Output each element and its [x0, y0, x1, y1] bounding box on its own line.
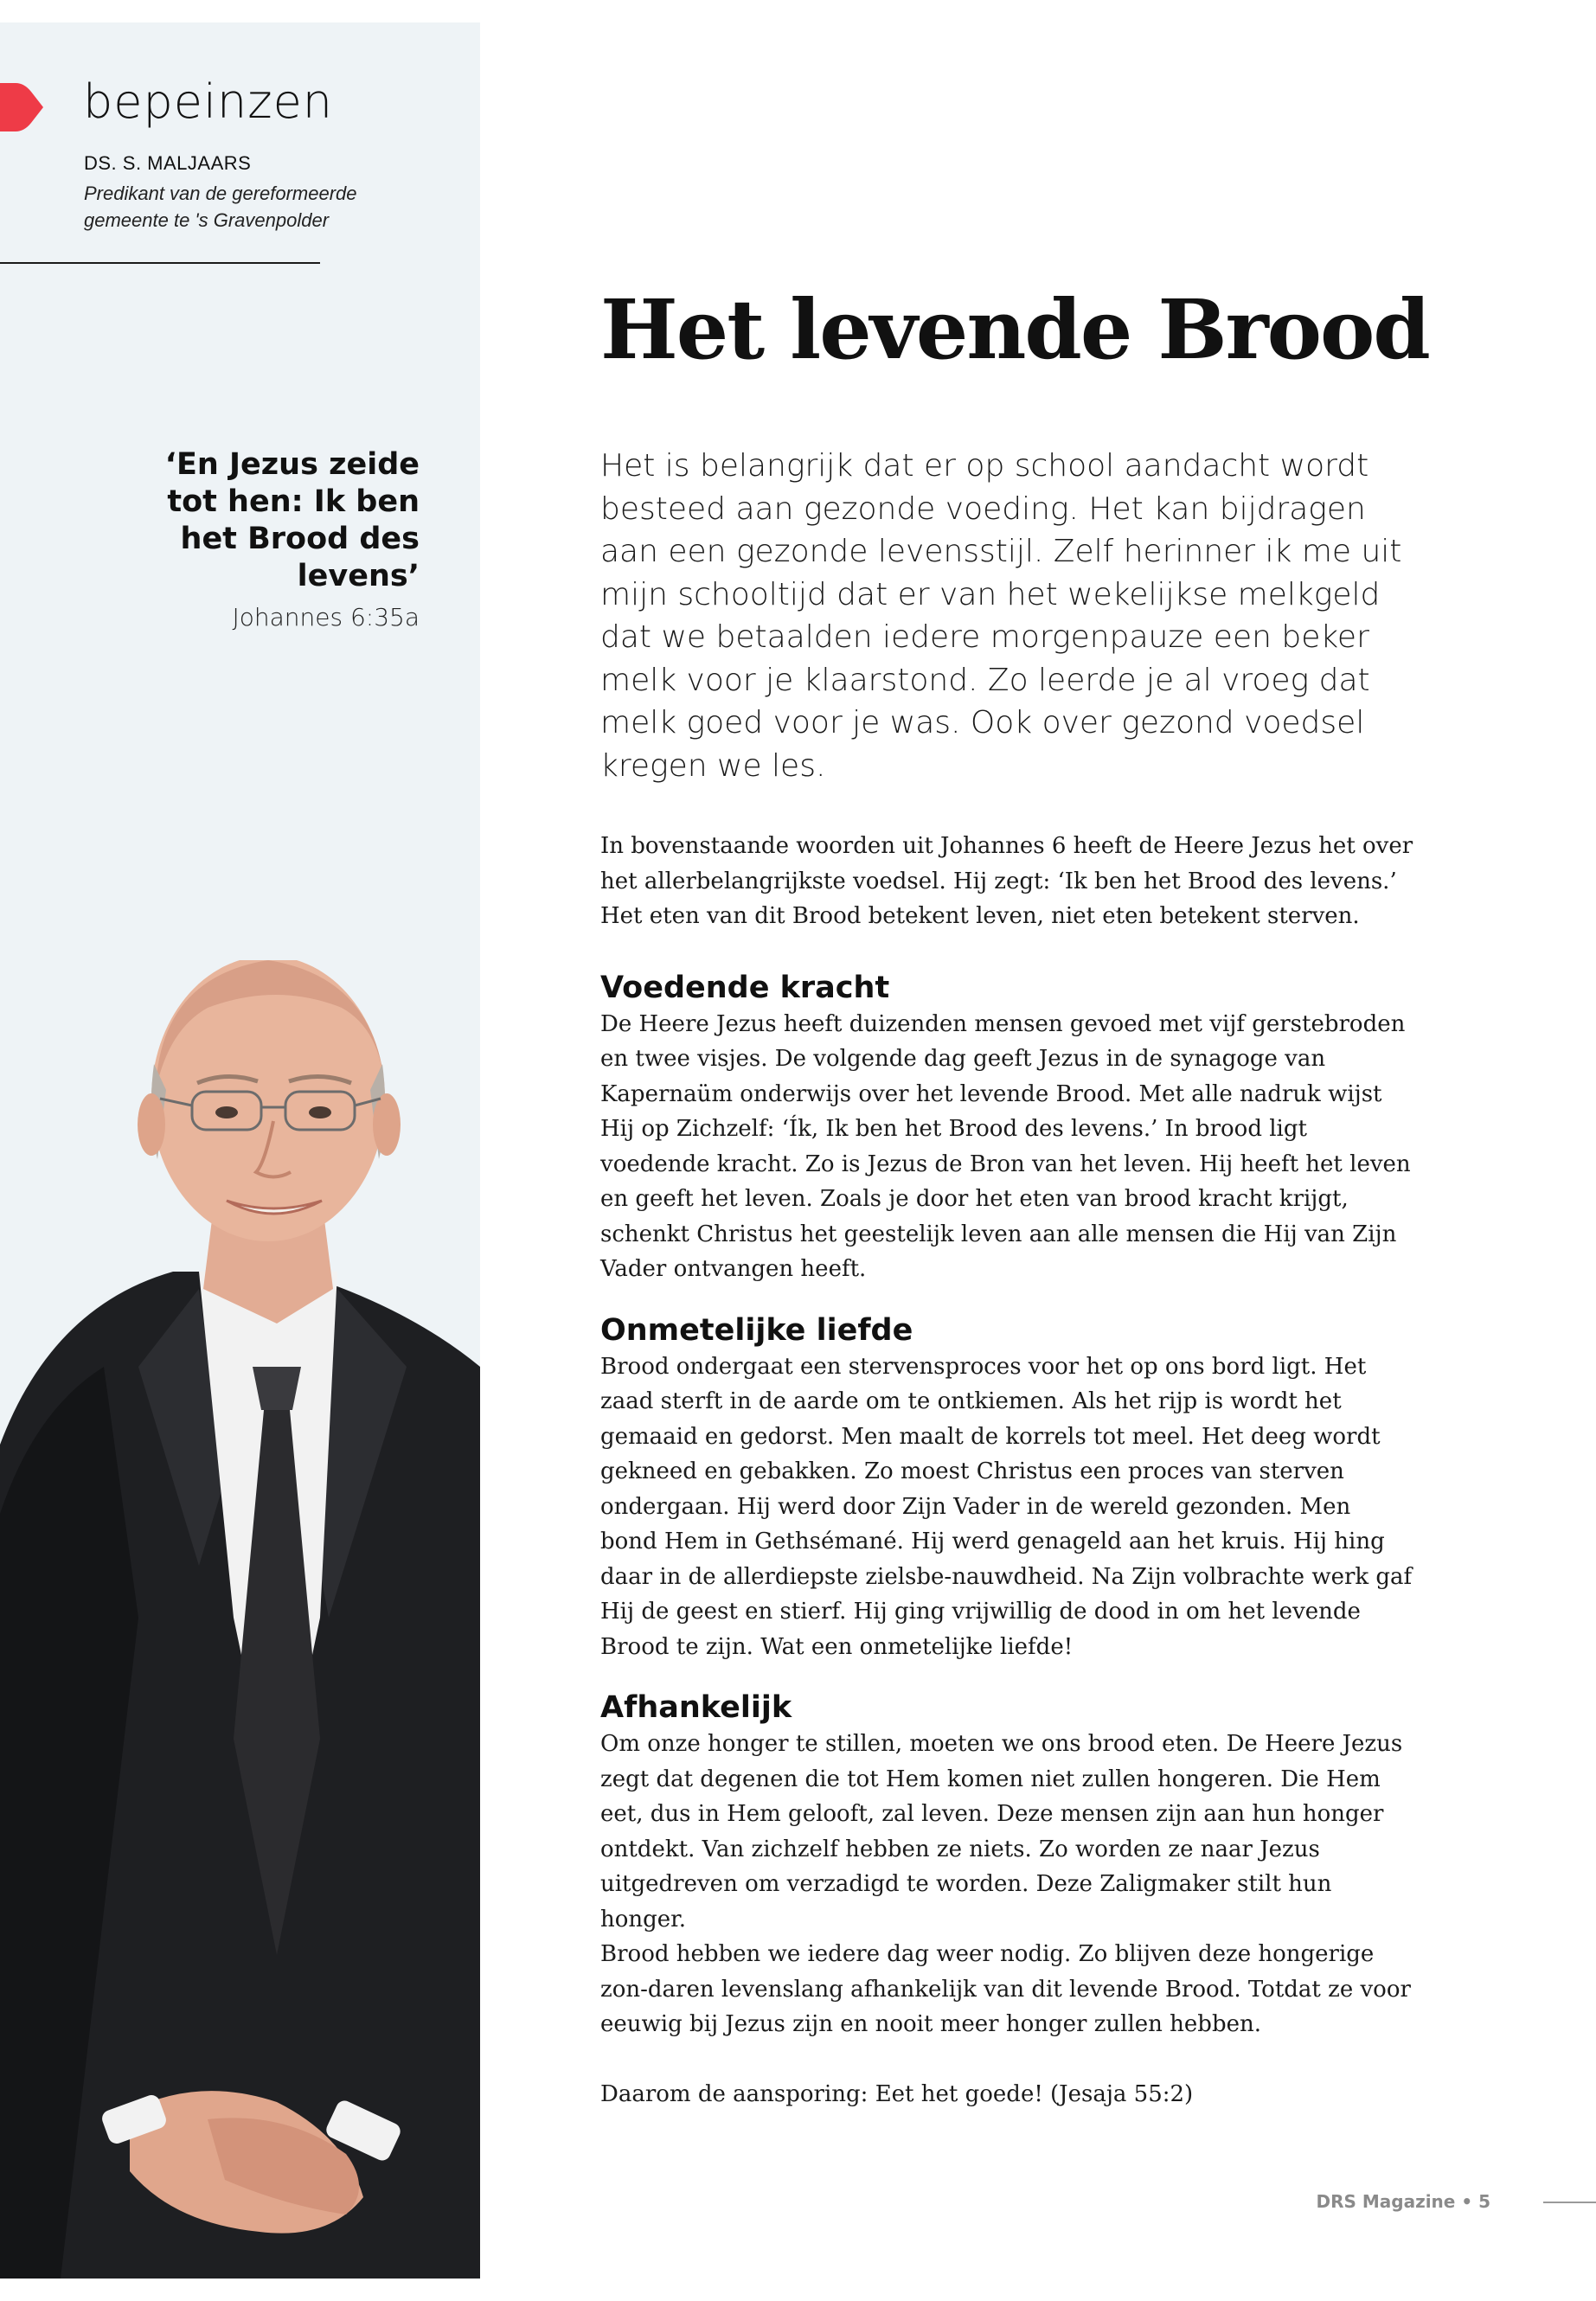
section-heading: Afhankelijk	[600, 1690, 792, 1725]
section-marker-icon	[0, 83, 45, 131]
article-lead: Het is belangrijk dat er op school aandacht wordt besteed aan gezonde voeding. Het kan bijdragen aan een gezonde levensstijl. Zelf herinner ik me uit mijn schooltijd dat er van het wekelijkse melkgeld dat we betaalden iedere morgenpauze een beker melk voor je klaarstond. Zo leerde je al vroeg dat melk goed voor je was. Ook over gezond voedsel kregen we les.	[600, 448, 1402, 784]
section-paragraph: De Heere Jezus heeft duizenden mensen gevoed met vijf gerstebroden en twee visjes. De volgende dag geeft Jezus in de synagoge van Kapernaüm onderwijs over het levende Brood. Met alle nadruk wijst Hij op Zichzelf: ‘Ík, Ik ben het Brood des levens.’ In brood ligt voedende kracht. Zo is Jezus de Bron van het leven. Hij heeft het leven en geeft het leven. Zoals je door het eten van brood kracht krijgt, schenkt Christus het geestelijk leven aan alle mensen die Hij van Zijn Vader ontvangen heeft.	[600, 1010, 1411, 1282]
section-paragraph: Brood hebben we iedere dag weer nodig. Zo blijven deze hongerige zon-daren levenslang afhankelijk van dit levende Brood. Totdat ze voor eeuwig bij Jezus zijn en nooit meer honger zullen hebben.	[600, 1941, 1411, 2037]
section-paragraph: Brood ondergaat een stervensproces voor het op ons bord ligt. Het zaad sterft in de aarde om te ontkiemen. Als het rijp is wordt het gemaaid en gedorst. Men maalt de korrels tot meel. Het deeg wordt gekneed en gebakken. Zo moest Christus een proces van sterven ondergaan. Hij werd door Zijn Vader in de wereld gezonden. Men bond Hem in Gethsémané. Hij werd genageld aan het kruis. Hij hing daar in de allerdiepste zielsbe-nauwdheid. Na Zijn volbrachte werk gaf Hij de geest en stierf. Hij ging vrijwillig de dood in om het levende Brood te zijn. Wat een onmetelijke liefde!	[600, 1353, 1413, 1660]
article-title: Het levende Brood	[600, 282, 1429, 378]
section-label: bepeinzen	[83, 74, 334, 129]
section-paragraph: Om onze honger te stillen, moeten we ons brood eten. De Heere Jezus zegt dat degenen die tot Hem komen niet zullen hongeren. Die Hem eet, dus in Hem gelooft, zal leven. Deze mensen zijn aan hun honger ontdekt. Van zichzelf hebben ze niets. Zo worden ze naar Jezus uitgedreven om verzadigd te worden. Deze Zaligmaker stilt hun honger.	[600, 1731, 1403, 1932]
article-intro: In bovenstaande woorden uit Johannes 6 heeft de Heere Jezus het over het allerbelangrijkste voedsel. Hij zegt: ‘Ik ben het Brood des levens.’ Het eten van dit Brood betekent leven, niet eten betekent sterven.	[600, 833, 1413, 929]
author-name: DS. S. MALJAARS	[84, 152, 252, 174]
article-body	[600, 829, 1413, 2112]
page-footer: DRS Magazine • 5	[1316, 2191, 1490, 2212]
pull-quote: ‘En Jezus zeide tot hen: Ik ben het Brood des levens’	[164, 447, 420, 593]
author-role: Predikant van de gereformeerde gemeente te 's Gravenpolder	[84, 183, 357, 231]
article-closing: Daarom de aansporing: Eet het goede! (Jesaja 55:2)	[600, 2080, 1194, 2107]
pull-quote-reference: Johannes 6:35a	[232, 603, 420, 631]
footer-divider	[1543, 2202, 1596, 2203]
author-portrait	[0, 960, 480, 2279]
section-heading: Voedende kracht	[600, 970, 890, 1005]
sidebar-divider	[0, 262, 320, 264]
section-heading: Onmetelijke liefde	[600, 1312, 913, 1348]
